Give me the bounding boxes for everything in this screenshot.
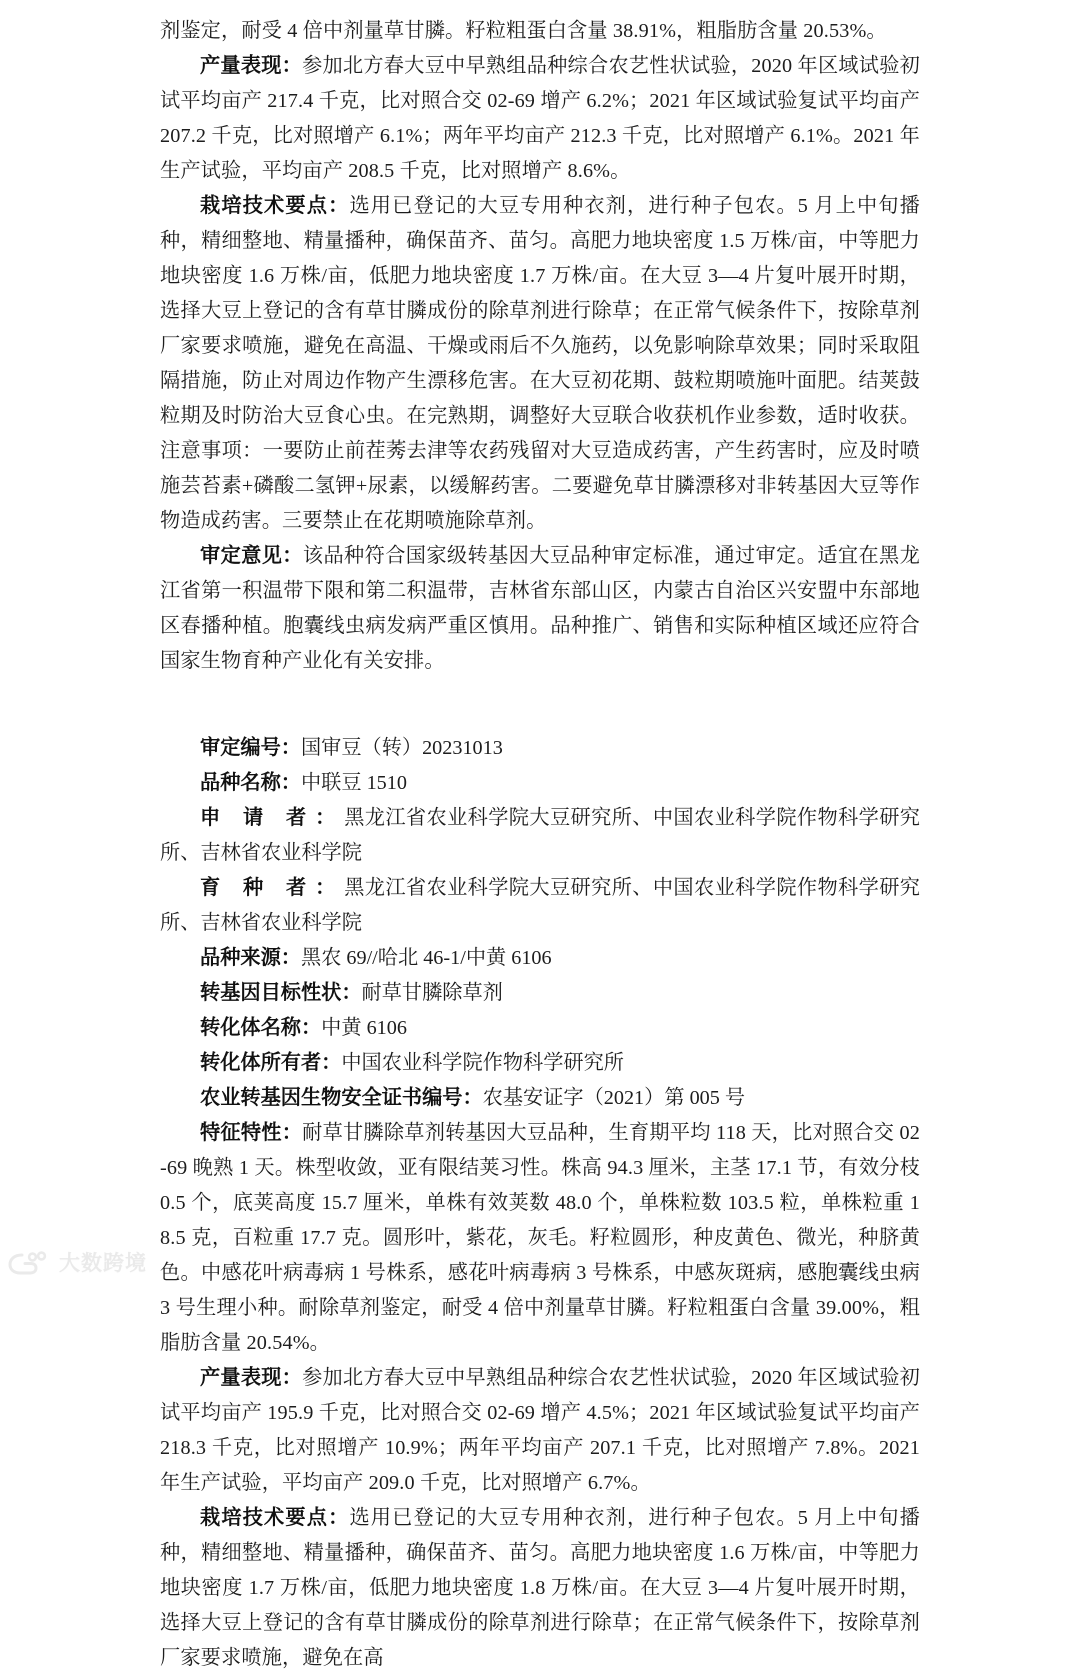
- field-label: 育 种 者：: [200, 877, 345, 899]
- field-value: 农基安证字（2021）第 005 号: [482, 1087, 746, 1109]
- label-cultivation-key-points: 栽培技术要点：: [200, 1507, 350, 1529]
- label-yield-performance: 产量表现：: [200, 55, 303, 77]
- field-label: 农业转基因生物安全证书编号：: [200, 1087, 483, 1109]
- section-separator: [160, 679, 920, 714]
- field-value: 耐草甘膦除草剂: [361, 982, 503, 1004]
- field-transformation-event-name: [160, 1011, 920, 1046]
- field-breeder: [160, 871, 920, 941]
- label-review-opinion: 审定意见：: [200, 545, 303, 567]
- field-variety-name: [160, 766, 920, 801]
- watermark-text: 大数跨境: [59, 1251, 147, 1275]
- field-label: 转化体所有者：: [200, 1052, 342, 1074]
- field-label: 品种名称：: [200, 772, 301, 794]
- label-characteristics: 特征特性：: [200, 1122, 303, 1144]
- field-value: 黑龙江省农业科学院大豆研究所、中国农业科学院作物科学研究所、吉林省农业科学院: [160, 807, 920, 864]
- field-value: 中国农业科学院作物科学研究所: [341, 1052, 624, 1074]
- field-transformation-event-owner: [160, 1046, 920, 1081]
- text-yield-performance: 参加北方春大豆中早熟组品种综合农艺性状试验，2020 年区域试验初试平均亩产 195.9 千克，比对照合交 02-69 增产 4.5%；2021 年区域试验复试平均亩产 218.3 千克，比对照增产 10.9%；两年平均亩产 207.1 千克，比对照增产 7.8%。2021 年生产试验，平均亩产 209.0 千克，比对照增产 6.7%。: [160, 1367, 920, 1494]
- document-text-column: [160, 14, 920, 1676]
- paragraph-previous-cultivation: [160, 189, 920, 539]
- dashu-logo-icon: [8, 1250, 52, 1276]
- field-label: 审定编号：: [200, 737, 301, 759]
- watermark: [8, 1250, 147, 1276]
- section-separator-extra: [160, 714, 920, 731]
- field-value: 中黄 6106: [321, 1017, 407, 1039]
- paragraph-previous-yield: [160, 49, 920, 189]
- paragraph-previous-review-opinion: [160, 539, 920, 679]
- field-approval-number: [160, 731, 920, 766]
- label-cultivation-key-points: 栽培技术要点：: [200, 195, 350, 217]
- field-label: 转基因目标性状：: [200, 982, 362, 1004]
- paragraph-current-cultivation: [160, 1501, 920, 1676]
- text-cultivation-key-points: 选用已登记的大豆专用种衣剂，进行种子包农。5 月上中旬播种，精细整地、精量播种，确保苗齐、苗匀。高肥力地块密度 1.5 万株/亩，中等肥力地块密度 1.6 万株/亩，低肥力地块密度 1.7 万株/亩。在大豆 3—4 片复叶展开时期，选择大豆上登记的含有草甘膦成份的除草剂进行除草；在正常气候条件下，按除草剂厂家要求喷施，避免在高温、干燥或雨后不久施药，以免影响除草效果；同时采取阻隔措施，防止对周边作物产生漂移危害。在大豆初花期、鼓粒期喷施叶面肥。结荚鼓粒期及时防治大豆食心虫。在完熟期，调整好大豆联合收获机作业参数，适时收获。注意事项：一要防止前茬莠去津等农药残留对大豆造成药害，产生药害时，应及时喷施芸苔素+磷酸二氢钾+尿素，以缓解药害。二要避免草甘膦漂移对非转基因大豆等作物造成药害。三要禁止在花期喷施除草剂。: [160, 195, 920, 532]
- field-label: 申 请 者：: [200, 807, 345, 829]
- text-cultivation-key-points: 选用已登记的大豆专用种衣剂，进行种子包农。5 月上中旬播种，精细整地、精量播种，确保苗齐、苗匀。高肥力地块密度 1.6 万株/亩，中等肥力地块密度 1.7 万株/亩，低肥力地块密度 1.8 万株/亩。在大豆 3—4 片复叶展开时期，选择大豆上登记的含有草甘膦成份的除草剂进行除草；在正常气候条件下，按除草剂厂家要求喷施，避免在高: [160, 1507, 920, 1669]
- field-biosafety-certificate-number: [160, 1081, 920, 1116]
- field-value: 中联豆 1510: [300, 772, 407, 794]
- text-review-opinion: 该品种符合国家级转基因大豆品种审定标准，通过审定。适宜在黑龙江省第一积温带下限和第二积温带，吉林省东部山区，内蒙古自治区兴安盟中东部地区春播种植。胞囊线虫病发病严重区慎用。品种推广、销售和实际种植区域还应符合国家生物育种产业化有关安排。: [160, 545, 920, 672]
- field-label: 转化体名称：: [200, 1017, 322, 1039]
- field-value: 黑龙江省农业科学院大豆研究所、中国农业科学院作物科学研究所、吉林省农业科学院: [160, 877, 920, 934]
- paragraph-current-yield: [160, 1361, 920, 1501]
- field-transgenic-target-trait: [160, 976, 920, 1011]
- paragraph-previous-tail: 剂鉴定，耐受 4 倍中剂量草甘膦。籽粒粗蛋白含量 38.91%，粗脂肪含量 20.53%。: [160, 20, 887, 42]
- text-characteristics: 耐草甘膦除草剂转基因大豆品种，生育期平均 118 天，比对照合交 02-69 晚熟 1 天。株型收敛，亚有限结荚习性。株高 94.3 厘米，主茎 17.1 节，有效分枝 0.5 个，底荚高度 15.7 厘米，单株有效荚数 48.0 个，单株粒数 103.5 粒，单株粒重 18.5 克，百粒重 17.7 克。圆形叶，紫花，灰毛。籽粒圆形，种皮黄色、微光，种脐黄色。中感花叶病毒病 1 号株系，感花叶病毒病 3 号株系，中感灰斑病，感胞囊线虫病 3 号生理小种。耐除草剂鉴定，耐受 4 倍中剂量草甘膦。籽粒粗蛋白含量 39.00%，粗脂肪含量 20.54%。: [160, 1122, 920, 1354]
- field-label: 品种来源：: [200, 947, 301, 969]
- text-yield-performance: 参加北方春大豆中早熟组品种综合农艺性状试验，2020 年区域试验初试平均亩产 217.4 千克，比对照合交 02-69 增产 6.2%；2021 年区域试验复试平均亩产 207.2 千克，比对照增产 6.1%；两年平均亩产 212.3 千克，比对照增产 6.1%。2021 年生产试验，平均亩产 208.5 千克，比对照增产 8.6%。: [160, 55, 920, 182]
- field-applicant: [160, 801, 920, 871]
- field-value: 黑农 69//哈北 46-1/中黄 6106: [300, 947, 552, 969]
- paragraph-current-characteristics: [160, 1116, 920, 1361]
- field-value: 国审豆（转）20231013: [300, 737, 503, 759]
- label-yield-performance: 产量表现：: [200, 1367, 303, 1389]
- field-variety-source: [160, 941, 920, 976]
